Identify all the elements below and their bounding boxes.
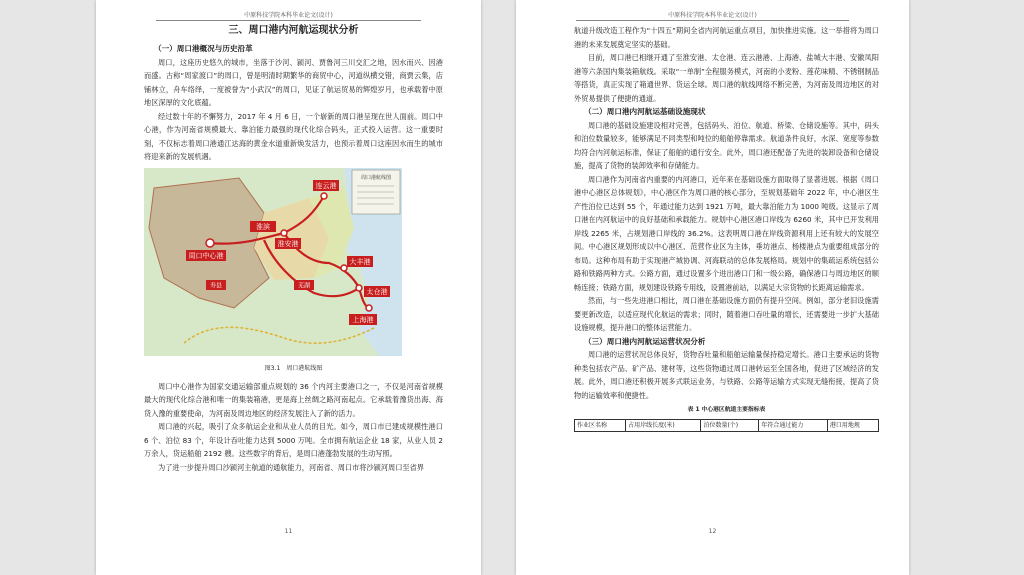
port-marker bbox=[206, 239, 214, 247]
page-header: 中原科技学院本科毕业论文(设计) bbox=[668, 12, 757, 19]
paragraph: 经过数十年的不懈努力，2017 年 4 月 6 日，一个崭新的周口港呈现在世人面前。周口中心港，作为河南省规模最大、靠泊能力最强的现代化综合码头，正式投入运营。这一重要时刻，不仅标志着周口港通江达海的黄金水道重新焕发活力，也预示着周口这座因水而生的城市将迎来新的发展机遇。 bbox=[144, 111, 443, 161]
page-12-body bbox=[574, 24, 879, 432]
table-header-cell: 港口用地规 bbox=[827, 419, 878, 431]
paragraph: 航道升级改造工程作为“十四五”期间全省内河航运重点项目，加快推进实施。这一举措将为周口港的未来发展奠定坚实的基础。 bbox=[574, 26, 879, 49]
paragraph: 周口，这座历史悠久的城市，坐落于沙河、颍河、贾鲁河三川交汇之地，因水而兴、因港而盛。古称“周家渡口”的周口，曾是明清时期繁华的商贸中心，河道纵横交错，商贾云集，店铺林立，舟车络绎，一度被誉为“小武汉”的周口，见证了航运贸易的辉煌岁月，也承载着中原地区深厚的文化底蕴。 bbox=[144, 57, 443, 107]
paragraph: 为了进一步提升周口沙颍河主航道的通航能力，河南省、周口市将沙颍河周口至省界 bbox=[158, 462, 424, 472]
map-label-zhoukou: 周口中心港 bbox=[188, 251, 224, 260]
paragraph: 目前，周口港已相继开通了至淮安港、太仓港、连云港港、上海港、盐城大丰港、安徽凤阳港等六条国内集装箱航线。采取“一单制”全程服务模式，河南的小麦粉、莲花味精、不锈钢制品等搭货，真正实现了箱通世界、货运全球。周口港的航线网络不断完善，为河南及周边地区的对外贸易提供了便捷的通道。 bbox=[574, 53, 879, 103]
port-indicator-table bbox=[574, 419, 879, 432]
page-number: 11 bbox=[284, 528, 293, 535]
page-header: 中原科技学院本科毕业论文(设计) bbox=[244, 12, 333, 19]
paragraph: 周口港的运营状况总体良好，货物吞吐量和船舶运输量保持稳定增长。港口主要承运的货物种类包括农产品、矿产品、建材等，这些货物通过周口港转运至全国各地，促进了区域经济的发展。此外，周口港还积极开展多式联运业务，与铁路、公路等运输方式实现无缝衔接，提高了货物的运输效率和便捷性。 bbox=[574, 350, 879, 400]
table-header-cell: 占用岸线长度(米) bbox=[626, 419, 701, 431]
subsection-title: （二）周口港内河航运基础设施现状 bbox=[584, 107, 706, 116]
map-label-dafeng: 大丰港 bbox=[349, 257, 371, 266]
port-marker bbox=[281, 230, 287, 236]
table-caption: 表 1 中心港区航道主要指标表 bbox=[687, 407, 766, 413]
subsection-title: （三）周口港内河航运运营状况分析 bbox=[584, 336, 706, 346]
paragraph: 周口港作为河南省内重要的内河港口，近年来在基础设施方面取得了显著进展。根据《周口港中心港区总体规划》，中心港区作为周口港的核心部分，至规划基础年 2022 年，中心港区生产性泊位已达到 55 个，年通过能力达到 1921 万吨，最大靠泊能力为 1000 吨级。这显示了周口港在内河航运中的良好基础和承载能力。规划中心港区港口岸线为 6260 米，其中已开发利用岸线 2265 米，占规划港口岸线的 36.2%。这表明周口港在岸线资源利用上还有较大的发展空间。中心港区规划形成以中心港区、范营作业区为主体，垂坊港点、杨楼港点为重要组成部分的布局。这种布局有助于实现港产城协调、河海联动的总体发展格局。规划中的集疏运系统包括公路和铁路两种方式。公路方面，通过设置多个进出港口门和一级公路，确保港口与周边地区的顺畅连接；铁路方面，规划建设铁路专用线，设置港前站，以满足大宗货物的长距离运输需求。 bbox=[574, 174, 879, 292]
table-header-cell: 年符合通过能力 bbox=[759, 419, 828, 431]
header-rule bbox=[576, 20, 849, 21]
page-number: 12 bbox=[708, 528, 717, 535]
port-marker bbox=[366, 305, 372, 311]
port-marker bbox=[321, 193, 327, 199]
map-label-shanghai: 上海港 bbox=[352, 315, 374, 324]
paragraph: 周口港的基础设施建设相对完善，包括码头、泊位、航道、桥梁、仓储设施等。其中，码头和泊位数量较多，能够满足不同类型和吨位的船舶停靠需求。航道条件良好，水深、宽度等参数均符合内河航运标准，保证了船舶的通行安全。此外，周口港还配备了先进的装卸设备和仓储设施，提高了货物的装卸效率和存储能力。 bbox=[574, 120, 879, 170]
map-label-shouxian: 寿县 bbox=[209, 282, 223, 289]
table-header-cell: 泊位数量(个) bbox=[701, 419, 759, 431]
page-11 bbox=[96, 0, 481, 575]
paragraph: 周口中心港作为国家交通运输部重点规划的 36 个内河主要港口之一，不仅是河南省规模最大的现代化综合港和唯一的集装箱港，更是海上丝绸之路河南起点。它承载着豫货出海、海货入豫的重要使命，为河南及周边地区的经济发展注入了新的活力。 bbox=[144, 381, 443, 418]
port-marker bbox=[356, 285, 362, 291]
map-label-huaibin: 淮滨 bbox=[256, 222, 270, 231]
map-legend-title: 周口港航线图 bbox=[360, 174, 392, 181]
map-label-taicang: 太仓港 bbox=[366, 287, 388, 296]
figure-caption: 图3.1 周口港航线图 bbox=[264, 365, 323, 372]
map-label-lianyun: 连云港 bbox=[315, 181, 337, 190]
map-label-huaian: 淮安港 bbox=[277, 239, 299, 248]
port-marker bbox=[341, 265, 347, 271]
table-header-row bbox=[575, 419, 879, 431]
table-header-cell: 作业区名称 bbox=[575, 419, 626, 431]
paragraph: 周口港的兴起，吸引了众多航运企业和从业人员的目光。如今，周口市已建成规模性港口 6 个、泊位 83 个，年设计吞吐能力达到 5000 万吨。全市拥有航运企业 18 家，从业人员 2 万余人，货运船舶 2192 艘。这些数字的背后，是周口港蓬勃发展的生动写照。 bbox=[144, 422, 443, 458]
paragraph: 然而，与一些先进港口相比，周口港在基础设施方面仍有提升空间。例如，部分老旧设施需要更新改造，以适应现代化航运的需求；同时，随着港口吞吐量的增长，还需要进一步扩大基础设施规模，提升港口的整体运营能力。 bbox=[574, 296, 879, 332]
header-rule bbox=[156, 20, 421, 21]
route-map-figure bbox=[144, 168, 402, 356]
subsection-title: （一）周口港概况与历史沿革 bbox=[154, 44, 253, 53]
map-label-wuhu: 芜湖 bbox=[297, 282, 311, 289]
page-11-body bbox=[144, 24, 443, 474]
page-12 bbox=[516, 0, 909, 575]
section-title: 三、周口港内河航运现状分析 bbox=[228, 25, 359, 36]
